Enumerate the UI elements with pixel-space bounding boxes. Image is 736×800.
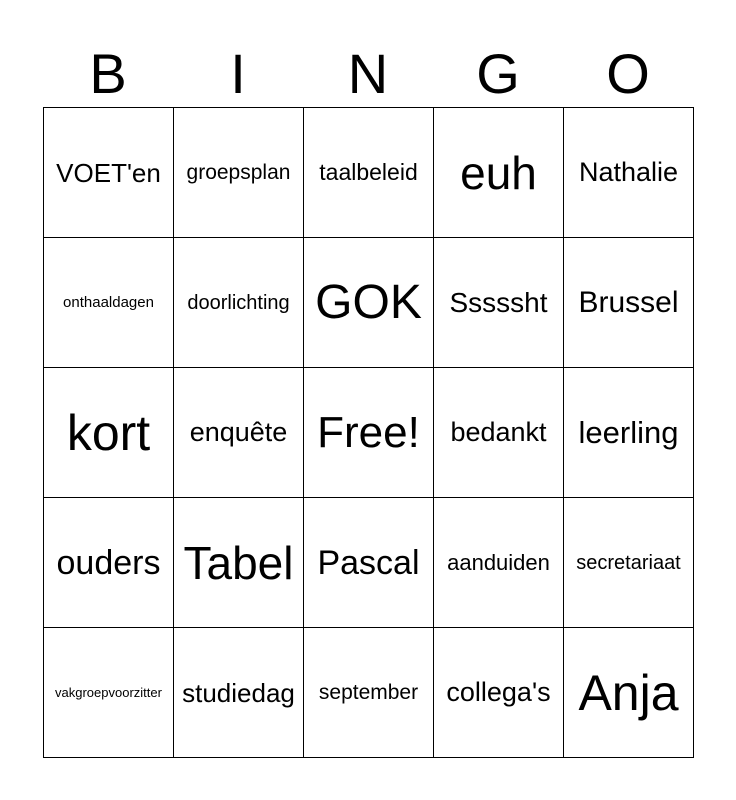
bingo-cell[interactable]: secretariaat <box>564 498 694 628</box>
bingo-cell[interactable]: taalbeleid <box>304 108 434 238</box>
bingo-cell[interactable]: VOET'en <box>44 108 174 238</box>
bingo-cell[interactable]: aanduiden <box>434 498 564 628</box>
bingo-cell[interactable]: Nathalie <box>564 108 694 238</box>
header-letter-b: B <box>89 42 127 105</box>
bingo-cell[interactable]: bedankt <box>434 368 564 498</box>
bingo-cell[interactable]: Tabel <box>174 498 304 628</box>
bingo-cell[interactable]: vakgroepvoorzitter <box>44 628 174 758</box>
bingo-cell[interactable]: GOK <box>304 238 434 368</box>
bingo-cell[interactable]: ouders <box>44 498 174 628</box>
bingo-cell free-space[interactable]: Free! <box>304 368 434 498</box>
bingo-cell[interactable]: doorlichting <box>174 238 304 368</box>
bingo-cell[interactable]: Pascal <box>304 498 434 628</box>
bingo-cell[interactable]: Brussel <box>564 238 694 368</box>
header-letter-g: G <box>476 42 520 105</box>
header-letter-i: I <box>230 42 246 105</box>
header-letter-o: O <box>606 42 650 105</box>
bingo-cell[interactable]: collega's <box>434 628 564 758</box>
bingo-cell[interactable]: groepsplan <box>174 108 304 238</box>
bingo-cell[interactable]: onthaaldagen <box>44 238 174 368</box>
bingo-header <box>43 40 693 108</box>
bingo-cell[interactable]: studiedag <box>174 628 304 758</box>
bingo-grid <box>43 107 694 758</box>
bingo-cell[interactable]: september <box>304 628 434 758</box>
bingo-cell[interactable]: leerling <box>564 368 694 498</box>
bingo-cell[interactable]: euh <box>434 108 564 238</box>
bingo-cell[interactable]: kort <box>44 368 174 498</box>
bingo-cell[interactable]: enquête <box>174 368 304 498</box>
header-letter-n: N <box>347 42 389 105</box>
bingo-cell[interactable]: Anja <box>564 628 694 758</box>
bingo-cell[interactable]: Sssssht <box>434 238 564 368</box>
